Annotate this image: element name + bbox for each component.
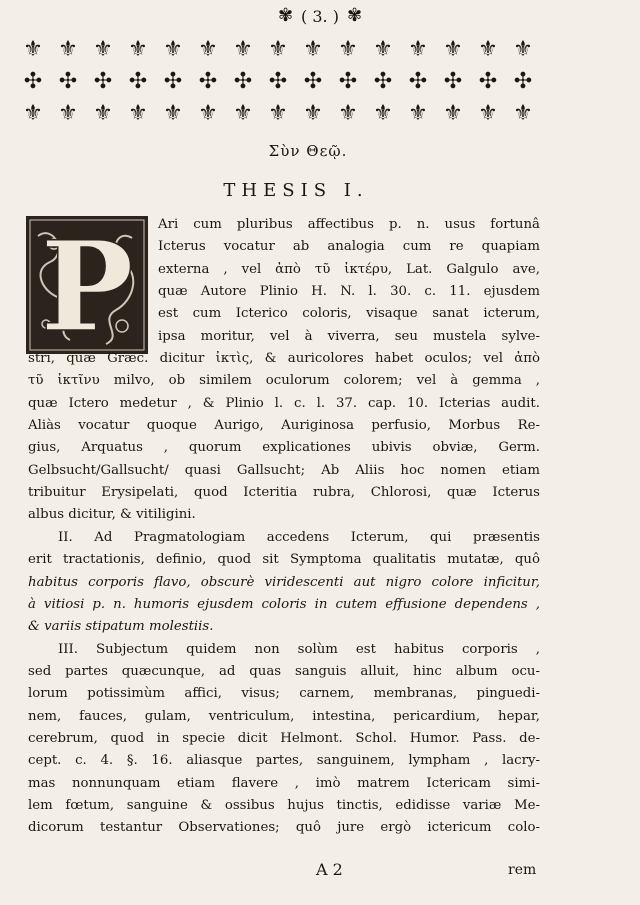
text-line: habitus corporis flavo, obscurè viridescenti aut nigro colore inficitur, [28,574,540,590]
text-line: ipsa moritur, vel à viverra, seu mustela sylve- [158,328,540,344]
page-header [0,4,640,28]
text-line: cerebrum, quod in specie dicit Helmont. Schol. Humor. Pass. de- [28,730,540,746]
body-text [28,214,540,840]
text-line: Gelbsucht/Gallsucht/ quasi Gallsucht; Ab Aliis hoc nomen etiam [28,462,540,478]
text-line: erit tractationis, definio, quod sit Symptoma qualitatis mutatæ, quô [28,552,540,568]
text-line: quæ Ictero medetur , & Plinio l. c. l. 37. cap. 10. Icterias audit. [28,395,540,411]
text-line: cept. c. 4. §. 16. aliasque partes, sanguinem, lympham , lacry- [28,753,540,769]
text-line: Aliàs vocatur quoque Aurigo, Auriginosa perfusio, Morbus Re- [28,418,540,434]
text-line: gius, Arquatus , quorum explicationes ubivis obviæ, Germ. [28,440,540,456]
text-line: quæ Autore Plinio H. N. l. 30. c. 11. ejusdem [158,284,540,300]
signature-mark: A 2 [316,860,343,879]
text-line: stri, quæ Græc. dicitur ἰκτὶς, & auricolores habet oculos; vel ἀπὸ [28,351,540,367]
fleuron-left-icon: ✾ [277,5,294,26]
text-line: sed partes quæcunque, ad quas sanguis alluit, hinc album ocu- [28,663,540,679]
text-line: tribuitur Erysipelati, quod Icteritia rubra, Chlorosi, quæ Icterus [28,485,540,501]
text-line: mas nonnunquam etiam flavere , imò matrem Ictericam simi- [28,775,540,791]
text-line: nem, fauces, gulam, ventriculum, intestina, pericardium, hepar, [28,708,540,724]
ornamental-border-icon: ⚜ ⚜ ⚜ ⚜ ⚜ ⚜ ⚜ ⚜ ⚜ ⚜ ⚜ ⚜ ⚜ ⚜ ⚜ ✣ ✣ ✣ ✣ ✣ ✣ ✣ ✣ ✣ ✣ ✣ ✣ ✣ ✣ ✣ ⚜ ⚜ ⚜ ⚜ ⚜ ⚜ ⚜ ⚜ ⚜ ⚜ ⚜ ⚜ ⚜ ⚜ ⚜ [23,37,533,126]
text-line: est cum Icterico coloris, visaque sanat icterum, [158,306,540,322]
catchword: rem [508,862,537,878]
page-number: ( 3. ) [301,6,339,26]
text-line: & variis stipatum molestiis. [28,619,214,635]
fleuron-right-icon: ✾ [346,5,363,26]
text-line: à vitiosi p. n. humoris ejusdem coloris in cutem effusione dependens , [28,596,540,612]
drop-cap-letter: P [40,215,134,356]
text-line: II. Ad Pragmatologiam accedens Icterum, qui præsentis [58,529,540,545]
text-line: albus dicitur, & vitiligini. [28,507,196,523]
text-line: III. Subjectum quidem non solùm est habitus corporis , [58,641,540,657]
text-line: τῦ ἰκτῖνυ milvo, ob similem oculorum colorem; vel à gemma , [28,373,540,389]
text-line: lem fœtum, sanguine & ossibus hujus tinctis, edidisse variæ Me- [28,797,540,813]
text-line: lorum potissimùm affici, visus; carnem, membranas, pinguedi- [28,686,540,702]
text-line: externa , vel ἀπὸ τῦ ἰκτέρυ, Lat. Galgulo ave, [158,261,540,277]
text-line: dicorum testantur Observationes; quô jure ergò ictericum colo- [28,820,540,836]
thesis-heading: THESIS I. [223,180,369,201]
text-line: Ari cum pluribus affectibus p. n. usus fortunâ [158,217,540,232]
page-footer [0,860,640,886]
invocation: Σὺν Θεῷ. [268,142,348,160]
text-line: Icterus vocatur ab analogia cum re quapiam [158,239,540,255]
